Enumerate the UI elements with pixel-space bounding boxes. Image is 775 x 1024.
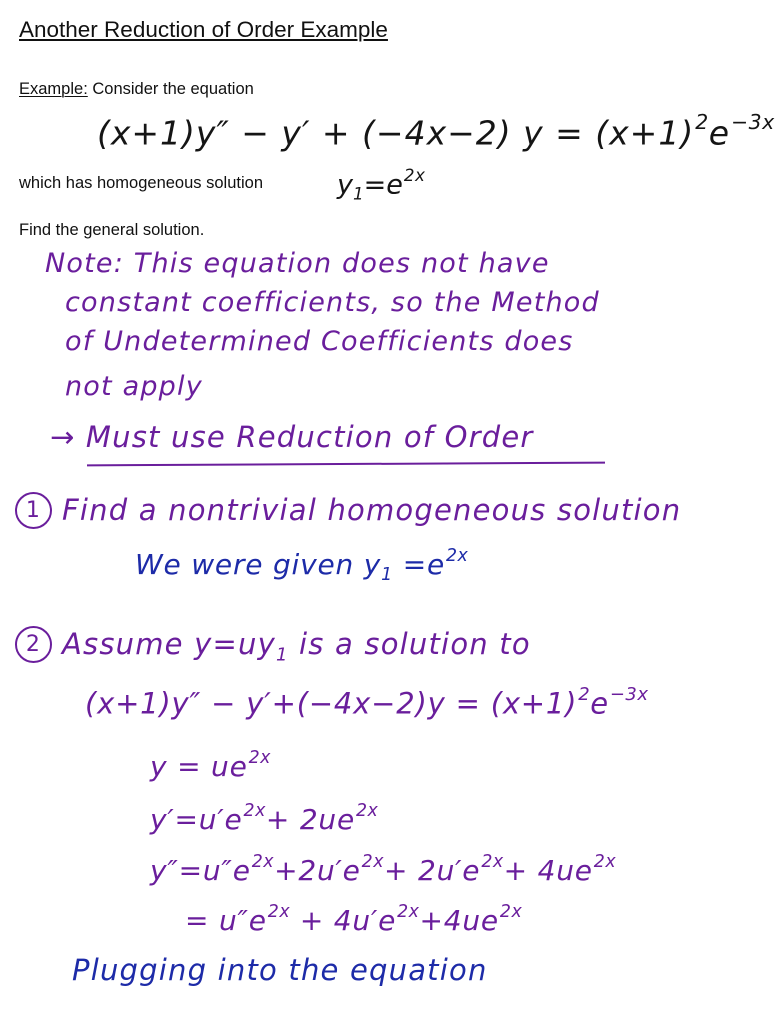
find-general-solution: Find the general solution. xyxy=(19,221,205,239)
work-line-4-b: + 4u′e xyxy=(290,904,397,938)
step-1-given-sub: 1 xyxy=(381,565,394,586)
work-line-3-exponent-4: 2x xyxy=(593,852,617,872)
step-2-text-b-sub: 1 xyxy=(275,644,289,666)
note-line-4: not apply xyxy=(65,371,203,402)
step-2-text-a: Assume xyxy=(62,627,195,661)
work-line-3-exponent-2: 2x xyxy=(361,852,384,872)
step-2-text-c: is a solution to xyxy=(288,627,531,661)
work-line-2 xyxy=(150,801,378,836)
given-homogeneous-solution xyxy=(337,165,425,203)
given-equation xyxy=(97,110,775,152)
work-line-4-c: +4ue xyxy=(419,904,499,938)
plugging-into-equation: Plugging into the equation xyxy=(72,953,488,987)
work-line-3-exponent-1: 2x xyxy=(251,852,275,872)
example-text: Consider the equation xyxy=(87,80,254,98)
given-equation-exponent: −3x xyxy=(731,110,775,134)
section-divider xyxy=(87,462,605,467)
given-y1-y: y xyxy=(337,169,353,201)
note-line-2: constant coefficients, so the Method xyxy=(65,287,600,318)
note-line-5: → Must use Reduction of Order xyxy=(50,420,534,454)
work-line-2-a: y′=u′e xyxy=(150,803,243,837)
step-1-given-prefix: We were given xyxy=(135,548,364,582)
note-line-3: of Undetermined Coefficients does xyxy=(65,326,574,357)
step-1-given-y: y xyxy=(363,548,382,582)
work-line-3-d: + 4ue xyxy=(503,854,593,888)
step-1-given xyxy=(135,546,468,585)
work-line-3-a: y″=u″e xyxy=(150,854,251,888)
work-line-3-b: +2u′e xyxy=(274,854,361,888)
work-line-4-exponent-2: 2x xyxy=(397,902,420,922)
step-1-text: Find a nontrivial homogeneous solution xyxy=(62,493,682,527)
example-intro xyxy=(19,80,254,99)
step-1 xyxy=(15,492,681,529)
homogeneous-text: which has homogeneous solution xyxy=(19,174,263,192)
work-line-1-text: y = ue xyxy=(150,750,248,784)
work-line-2-exponent-1: 2x xyxy=(243,801,266,821)
step-1-given-exponent: 2x xyxy=(446,546,469,566)
given-equation-e: e xyxy=(708,113,731,153)
step-2-equation-e: e xyxy=(590,686,609,721)
work-line-2-exponent-2: 2x xyxy=(356,801,379,821)
work-line-4 xyxy=(185,902,522,937)
step-2-number: 2 xyxy=(15,626,52,663)
work-line-4-exponent-1: 2x xyxy=(267,902,291,922)
step-2-equation xyxy=(85,684,648,720)
work-line-4-a: = u″e xyxy=(185,904,267,938)
page-title: Another Reduction of Order Example xyxy=(19,17,388,42)
step-2-equation-exponent: −3x xyxy=(609,684,649,705)
given-y1-exponent: 2x xyxy=(403,165,426,185)
given-equation-square: 2 xyxy=(695,110,709,134)
note-line-1: Note: This equation does not have xyxy=(45,248,550,279)
step-2-text-b: y=uy xyxy=(194,627,276,661)
step-2-equation-lhs: (x+1)y″ − y′+(−4x−2)y = (x+1) xyxy=(85,686,578,721)
step-2-equation-square: 2 xyxy=(578,684,591,705)
work-line-1-exponent: 2x xyxy=(248,748,271,768)
work-line-1 xyxy=(150,748,271,783)
step-2 xyxy=(15,626,531,665)
given-y1-sub: 1 xyxy=(352,183,364,204)
work-line-3-exponent-3: 2x xyxy=(481,852,504,872)
given-y1-rhs: =e xyxy=(363,169,403,201)
step-1-given-rhs: =e xyxy=(393,548,446,582)
work-line-4-exponent-3: 2x xyxy=(499,902,523,922)
given-equation-lhs: (x+1)y″ − y′ + (−4x−2) y = (x+1) xyxy=(97,113,695,153)
step-1-number: 1 xyxy=(15,492,52,529)
work-line-3-c: + 2u′e xyxy=(384,854,481,888)
work-line-3 xyxy=(150,852,616,887)
work-line-2-b: + 2ue xyxy=(265,803,356,837)
example-label: Example: xyxy=(19,80,88,98)
